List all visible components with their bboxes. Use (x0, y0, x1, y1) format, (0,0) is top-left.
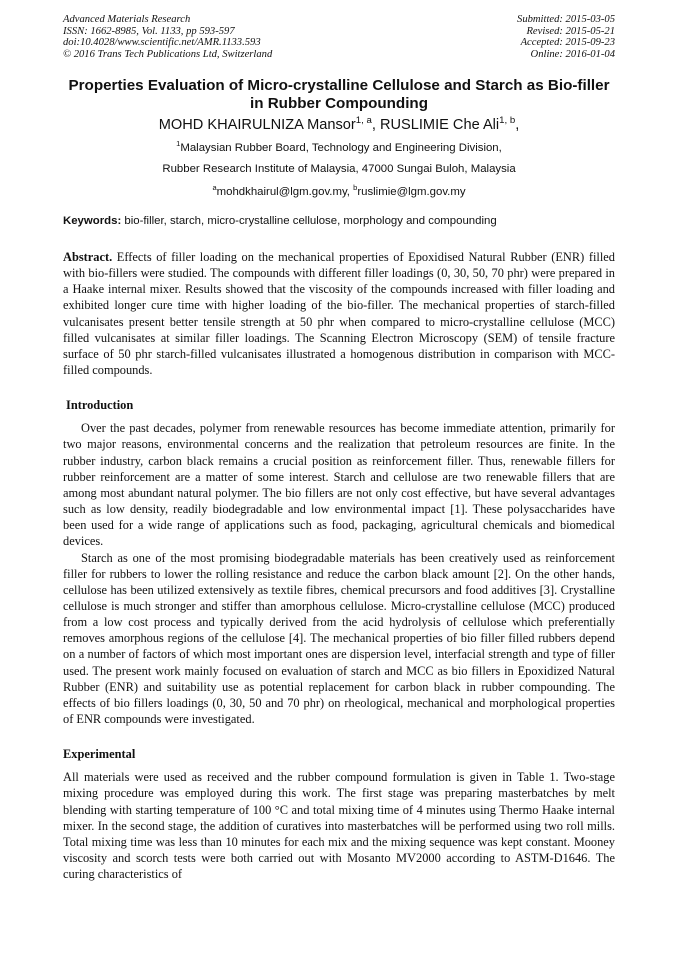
keywords (63, 213, 615, 229)
affiliation-line-2: Rubber Research Institute of Malaysia, 47000 Sungai Buloh, Malaysia (162, 163, 516, 175)
paper-page (63, 14, 615, 882)
date-submitted: Submitted: 2015-03-05 (517, 14, 615, 25)
email-link[interactable]: ruslimie@lgm.gov.my (357, 186, 466, 198)
affiliation-mark: 1 (176, 139, 181, 149)
journal-issn: ISSN: 1662-8985, Vol. 1133, pp 593-597 (63, 25, 235, 37)
section-heading-introduction: Introduction (66, 398, 134, 413)
author-separator: , (371, 117, 380, 133)
author-trailing: , (515, 117, 520, 133)
email-mark: b (353, 183, 358, 193)
journal-info (63, 14, 272, 60)
author-list (63, 116, 615, 134)
abstract-text: Effects of filler loading on the mechanical properties of Epoxidised Natural Rubber (ENR) filled with bio-fillers were studied. The compounds with different filler loadings (0, 30, 50, 70 phr) were prepared in a Haake internal mixer. Results showed that the viscosity of the compounds increased with filler loading and exhibited longer cure time with higher loading of the bio-filler. The mechanical properties of starch-filled vulcanisates present better tensile strength at 50 phr when compared to micro-crystalline cellulose (MCC) filled vulcanisates at similar filler loadings. The Scanning Electron Microscopy (SEM) of tensile fracture surface of 50 phr starch-filled vulcanisates illustrated a homogenous distribution in comparison with MCC-filled compounds. (63, 250, 615, 378)
author-name: RUSLIMIE Che Ali (379, 117, 500, 133)
author-affiliation-mark: 1, b (499, 115, 516, 127)
affiliation (63, 138, 615, 180)
abstract-label: Abstract. (63, 250, 113, 264)
author-name: MOHD KHAIRULNIZA Mansor (158, 117, 356, 133)
affiliation-line-1: $^1$Malaysian Rubber Board, Technology and Engineering Division, (176, 139, 502, 154)
abstract (63, 249, 615, 378)
journal-header (63, 14, 615, 64)
journal-copyright: © 2016 Trans Tech Publications Ltd, Switzerland (63, 48, 273, 60)
section-heading-experimental: Experimental (63, 747, 136, 762)
paper-title: Properties Evaluation of Micro-crystalline Cellulose and Starch as Bio-filler in Rubber Compounding (68, 77, 610, 112)
experimental-body (63, 769, 615, 882)
author-emails: $^a$mohdkhairul@lgm.gov.my, $^b$ruslimie@lgm.gov.my (212, 183, 466, 198)
keywords-label: Keywords: (63, 215, 122, 227)
author-affiliation-mark: 1, a (355, 115, 372, 127)
submission-dates (517, 14, 615, 60)
introduction-body (63, 420, 615, 727)
journal-doi: doi:10.4028/www.scientific.net/AMR.1133.593 (63, 37, 261, 49)
date-accepted: Accepted: 2015-09-23 (520, 37, 615, 49)
keywords-text: bio-filler, starch, micro-crystalline cellulose, morphology and compounding (121, 215, 497, 227)
paragraph: Over the past decades, polymer from renewable resources has become immediate attention, primarily for two major reasons, environmental concerns and the realization that petroleum resources are finite. In the rubber industry, carbon black remains a crucial position as reinforcement filler. Thus, renewable fillers for rubber reinforcement are a matter of some interest. Starch and cellulose are two renewable fillers that are among most abundant natural polymer. The bio fillers are not only cost effective, but have several advantages such as low density, readily biodegradable and low environmental impact [1]. These polysaccharides have been used for a wide range of applications such as food, packaging, agricultural chemicals and biomedical devices. (63, 421, 615, 549)
journal-name: Advanced Materials Research (63, 14, 191, 25)
email-mark: a (212, 183, 217, 193)
date-online: Online: 2016-01-04 (530, 48, 615, 60)
email-link[interactable]: mohdkhairul@lgm.gov.my (216, 186, 347, 198)
paragraph: All materials were used as received and the rubber compound formulation is given in Table 1. Two-stage mixing procedure was employed during this work. The first stage was preparing masterbatches by melt blending with starting temperature of 100 °C and total mixing time of 4 minutes using Thermo Haake internal mixer. In the second stage, the addition of curatives into masterbatches will be performed using two roll mills. Total mixing time was less than 10 minutes for each mix and the mixing sequence was kept constant. Mooney viscosity and scorch tests were both carried out with Mosanto MV2000 according to ASTM-D1646. The curing characteristics of (63, 770, 615, 882)
date-revised: Revised: 2015-05-21 (526, 25, 615, 37)
paragraph: Starch as one of the most promising biodegradable materials has been creatively used as reinforcement filler for rubbers to lower the rolling resistance and reduce the carbon black amount [2]. On the other hands, cellulose has been utilized extensively as textile fibres, chemical precursors and food additives [3]. Crystalline cellulose is much stronger and stiffer than amorphous cellulose. Micro-crystalline cellulose (MCC) produced from a low cost process and typically derived from the acid hydrolysis of cellulose which preferentially removes amorphous regions of the cellulose [4]. The mechanical properties of bio filler filled rubbers depend on a number of factors of which most important ones are dispersion level, interfacial strength and type of filler used. The present work mainly focused on evaluation of starch and MCC as bio fillers in Epoxidized Natural Rubber (ENR) and suitability use as potential replacement for carbon black in rubber compounding. The effects of bio fillers loadings (0, 30, 50 and 70 phr) on rheological, mechanical and morphological properties of ENR compounds were investigated. (63, 550, 615, 727)
